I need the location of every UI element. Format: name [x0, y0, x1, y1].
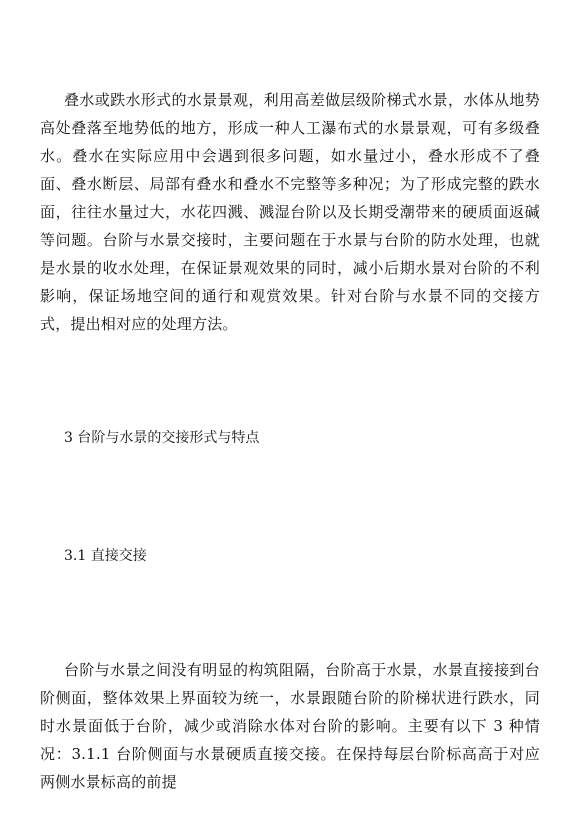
body-paragraph-waterfall-intro: 叠水或跌水形式的水景景观，利用高差做层级阶梯式水景，水体从地势高处叠落至地势低的地方，形成一种人工瀑布式的水景景观，可有多级叠水。叠水在实际应用中会遇到很多问题，如水量过小，叠水形成不了叠面、叠水断层、局部有叠水和叠水不完整等多种况；为了形成完整的跌水面，往往水量过大，水花四溅、溅湿台阶以及长期受潮带来的硬质面返碱等问题。台阶与水景交接时，主要问题在于水景与台阶的防水处理，也就是水景的收水处理，在保证景观效果的同时，减小后期水景对台阶的不利影响，保证场地空间的通行和观赏效果。针对台阶与水景不同的交接方式，提出相对应的处理方法。 [40, 91, 540, 333]
section-heading-3: 3 台阶与水景的交接形式与特点 [64, 430, 260, 446]
body-paragraph-direct-junction: 台阶与水景之间没有明显的构筑阻隔，台阶高于水景，水景直接接到台阶侧面，整体效果上界面较为统一，水景跟随台阶的阶梯状进行跌水，同时水景面低于台阶，减少或消除水体对台阶的影响。主要有以下 3 种情况：3.1.1 台阶侧面与水景硬质直接交接。在保持每层台阶标高高于对应两侧水景标高的前提 [40, 661, 540, 791]
subsection-heading-3-1: 3.1 直接交接 [64, 548, 147, 564]
